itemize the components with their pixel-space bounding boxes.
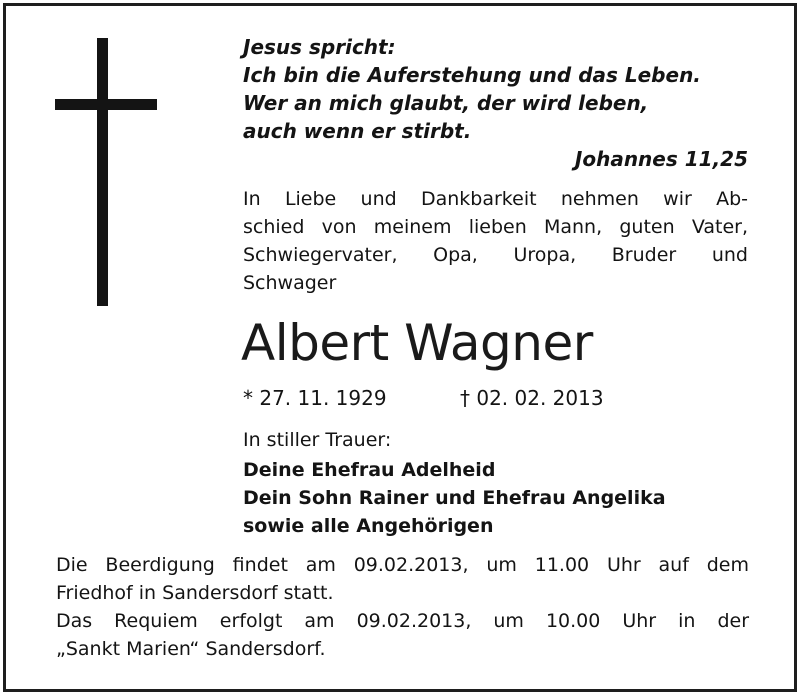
funeral-details (56, 551, 749, 663)
verse-line: Wer an mich glaubt, der wird leben, (243, 91, 649, 115)
verse-line: Jesus spricht: (243, 35, 396, 59)
funeral-line: Das Requiem erfolgt am 09.02.2013, um 10.00 Uhr in der (56, 610, 749, 632)
verse-reference: Johannes 11,25 (574, 147, 748, 171)
farewell-line: In Liebe und Dankbarkeit nehmen wir Ab- (243, 188, 748, 210)
funeral-line: Die Beerdigung findet am 09.02.2013, um 11.00 Uhr auf dem (56, 554, 749, 576)
mourners-list (243, 456, 748, 540)
verse-line: Ich bin die Auferstehung und das Leben. (243, 63, 701, 87)
bible-verse (243, 33, 748, 173)
death-date: † 02. 02. 2013 (460, 386, 604, 410)
funeral-line: Friedhof in Sandersdorf statt. (56, 582, 334, 604)
verse-line: auch wenn er stirbt. (243, 119, 472, 143)
farewell-line: schied von meinem lieben Mann, guten Vater, (243, 216, 748, 238)
farewell-line: Schwager (243, 272, 337, 294)
cross-vertical-bar (97, 38, 108, 306)
funeral-line: „Sankt Marien“ Sandersdorf. (56, 638, 326, 660)
deceased-name: Albert Wagner (241, 314, 593, 372)
farewell-text (243, 185, 748, 297)
cross-horizontal-bar (55, 99, 157, 110)
farewell-line: Schwiegervater, Opa, Uropa, Bruder und (243, 244, 748, 266)
mourner-line: Deine Ehefrau Adelheid (243, 459, 496, 481)
mourner-line: sowie alle Angehörigen (243, 515, 494, 537)
mourner-line: Dein Sohn Rainer und Ehefrau Angelika (243, 487, 666, 509)
mourning-heading: In stiller Trauer: (243, 429, 392, 451)
life-dates (243, 384, 748, 412)
birth-date: * 27. 11. 1929 (243, 386, 387, 410)
